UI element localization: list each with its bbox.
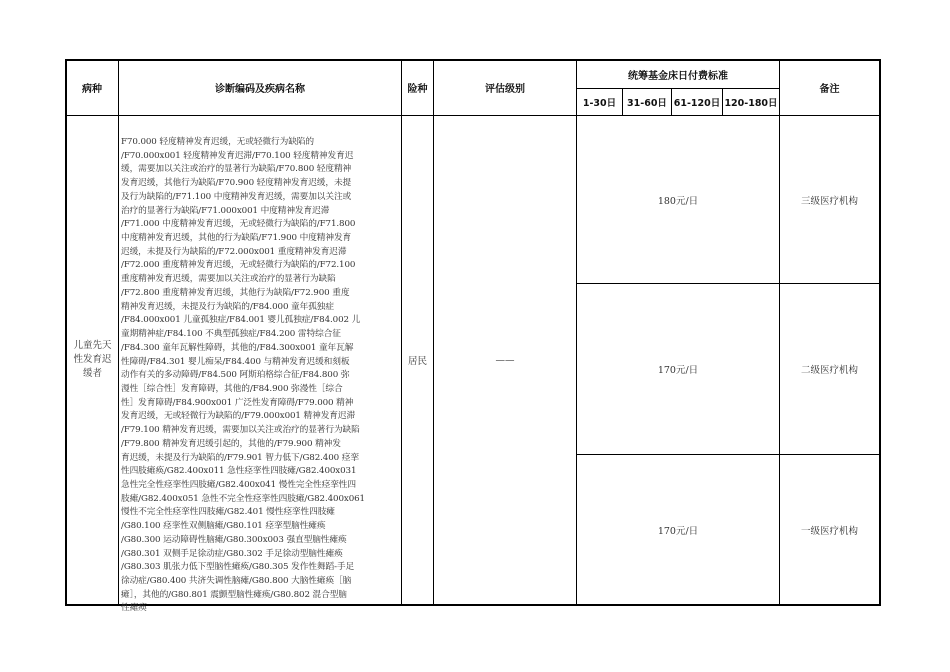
diagnosis-line: 动作有关的多动障碍/F84.500 阿斯珀格综合征/F84.800 弥 bbox=[121, 370, 350, 381]
note-tier-3: 三级医疗机构 bbox=[800, 195, 858, 207]
diagnosis-line: /F72.000 重度精神发育迟缓，无或轻微行为缺陷的/F72.100 bbox=[121, 260, 356, 271]
header-disease-type: 病种 bbox=[82, 84, 102, 95]
diagnosis-line: 童期精神症/F84.100 不典型孤独症/F84.200 雷特综合征 bbox=[121, 329, 341, 340]
diagnosis-line: 精神发育迟缓，未提及行为缺陷的/F84.000 童年孤独症 bbox=[121, 301, 334, 312]
diagnosis-line: 瘫］，其他的/G80.801 震颤型脑性瘫痪/G80.802 混合型脑 bbox=[121, 589, 347, 600]
diagnosis-line: 发育迟缓，无或轻微行为缺陷的/F79.000x001 精神发育迟滞 bbox=[121, 411, 356, 422]
diagnosis-line: /G80.100 痉挛性双侧脑瘫/G80.101 痉挛型脑性瘫痪 bbox=[121, 521, 326, 532]
diagnosis-line: 漫性［综合性］发育障碍，其他的/F84.900 弥漫性［综合 bbox=[121, 383, 343, 394]
diagnosis-line: 迟缓，未提及行为缺陷的/F72.000x001 重度精神发育迟滞 bbox=[121, 246, 347, 257]
header-notes: 备注 bbox=[819, 84, 840, 95]
rate-tier-2: 170元/日 bbox=[657, 365, 699, 376]
diagnosis-line: 性障碍/F84.301 婴儿痴呆/F84.400 与精神发育迟缓和刻板 bbox=[121, 356, 350, 367]
diagnosis-line: 徐动症/G80.400 共济失调性脑瘫/G80.800 大脑性瘫痪［脑 bbox=[121, 576, 352, 586]
diagnosis-line: 发育迟缓，其他行为缺陷/F70.900 轻度精神发育迟缓，未提 bbox=[121, 178, 352, 189]
note-tier-1: 一级医疗机构 bbox=[800, 525, 858, 537]
diagnosis-line: 慢性不完全性痉挛性四肢瘫/G82.401 慢性痉挛性四肢瘫 bbox=[121, 507, 335, 518]
period-header-1-30: 1-30日 bbox=[582, 98, 617, 109]
diagnosis-line: 肢瘫/G82.400x051 急性不完全性痉挛性四肢瘫/G82.400x061 bbox=[121, 493, 365, 504]
diagnosis-line: /F79.100 精神发育迟缓，需要加以关注或治疗的显著行为缺陷 bbox=[121, 425, 360, 436]
diagnosis-line: /G80.301 双侧手足徐动症/G80.302 手足徐动型脑性瘫痪 bbox=[121, 548, 343, 559]
diagnosis-line: /G80.300 运动障碍性脑瘫/G80.300x003 强直型脑性瘫痪 bbox=[121, 534, 347, 545]
disease-type-cell: 儿童先天性发育迟缓者 bbox=[73, 340, 112, 379]
period-header-120-180: 120-180日 bbox=[724, 98, 778, 109]
diagnosis-line: 缓，需要加以关注或治疗的显著行为缺陷/F70.800 轻度精神 bbox=[121, 164, 352, 175]
note-tier-2: 二级医疗机构 bbox=[800, 365, 858, 376]
diagnosis-line: /F84.000x001 儿童孤独症/F84.001 婴儿孤独症/F84.002 儿 bbox=[121, 315, 361, 326]
diagnosis-line: /F72.800 重度精神发育迟缓，其他行为缺陷/F72.900 重度 bbox=[121, 287, 350, 298]
header-payment-standard: 统筹基金床日付费标准 bbox=[628, 70, 728, 82]
diagnosis-line: 性］发育障碍/F84.900x001 广泛性发育障碍/F79.000 精神 bbox=[121, 397, 354, 408]
diagnosis-line: /F79.800 精神发育迟缓引起的，其他的/F79.900 精神发 bbox=[121, 438, 341, 449]
diagnosis-line: 中度精神发育迟缓，其他的行为缺陷/F71.900 中度精神发育 bbox=[121, 233, 352, 244]
diagnosis-line: 性四肢瘫痪/G82.400x011 急性痉挛性四肢瘫/G82.400x031 bbox=[121, 466, 357, 477]
diagnosis-line: 及行为缺陷的/F71.100 中度精神发育迟缓，需要加以关注或 bbox=[121, 191, 352, 202]
insurance-type-cell: 居民 bbox=[407, 356, 427, 367]
diagnosis-line: /F71.000 中度精神发育迟缓，无或轻微行为缺陷的/F71.800 bbox=[121, 219, 356, 230]
diagnosis-line: /G80.303 肌张力低下型脑性瘫痪/G80.305 发作性舞蹈-手足 bbox=[121, 562, 355, 573]
header-insurance-type: 险种 bbox=[407, 84, 428, 95]
table-border-bottom bbox=[65, 604, 880, 606]
diagnosis-line: 急性完全性痉挛性四肢瘫/G82.400x041 慢性完全性痉挛性四 bbox=[121, 479, 356, 490]
period-header-31-60: 31-60日 bbox=[627, 98, 667, 109]
diagnosis-line: /F70.000x001 轻度精神发育迟滞/F70.100 轻度精神发育迟 bbox=[121, 150, 354, 161]
diagnosis-line: /F84.300 童年瓦解性障碍，其他的/F84.300x001 童年瓦解 bbox=[121, 342, 354, 353]
rating-level-cell: —— bbox=[495, 354, 515, 366]
table-border-right bbox=[879, 59, 881, 606]
period-header-61-120: 61-120日 bbox=[673, 98, 721, 109]
diagnosis-list-cell bbox=[119, 116, 401, 614]
rate-tier-3: 180元/日 bbox=[657, 195, 699, 207]
diagnosis-line: 育迟缓，未提及行为缺陷的/F79.901 智力低下/G82.400 痉挛 bbox=[121, 452, 359, 463]
diagnosis-line: F70.000 轻度精神发育迟缓，无或轻微行为缺陷的 bbox=[121, 137, 314, 147]
header-rating-level: 评估级别 bbox=[485, 84, 525, 95]
diagnosis-line: 重度精神发育迟缓，需要加以关注或治疗的显著行为缺陷 bbox=[121, 274, 336, 285]
diagnosis-line: 性瘫痪 bbox=[121, 603, 147, 614]
header-diagnosis: 诊断编码及疾病名称 bbox=[215, 84, 305, 95]
diagnosis-line: 治疗的显著行为缺陷/F71.000x001 中度精神发育迟滞 bbox=[121, 205, 330, 216]
rate-tier-1: 170元/日 bbox=[657, 525, 699, 537]
